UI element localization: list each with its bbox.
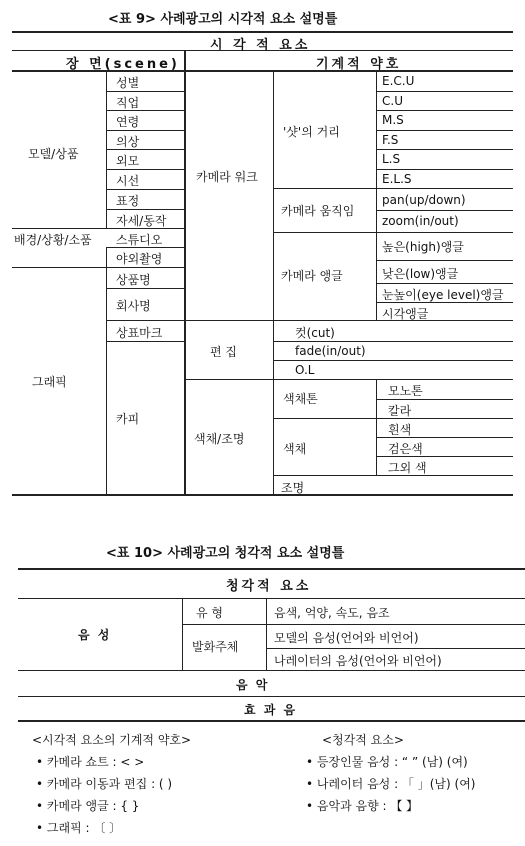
- lighting-label: 조명: [281, 481, 305, 495]
- legend-visual-item: • 카메라 쇼트 : < >: [36, 755, 145, 769]
- shot-value: E.L.S: [382, 172, 412, 186]
- table9-caption: <표 9> 사례광고의 시각적 요소 설명틀: [108, 12, 338, 27]
- item-job: 직업: [116, 96, 140, 110]
- color-value: 검은색: [388, 442, 423, 456]
- shot-distance-label: '샷'의 거리: [283, 125, 340, 139]
- color-value: 흰색: [388, 423, 412, 437]
- shot-value: L.S: [382, 152, 401, 166]
- color-tone-label: 색채톤: [283, 392, 318, 406]
- camera-angle-label: 카메라 앵글: [281, 269, 343, 283]
- legend-visual-item: • 카메라 이동과 편집 : ( ): [36, 777, 173, 791]
- edit-label: 편 집: [210, 345, 237, 359]
- speaker-label: 발화주체: [192, 640, 239, 654]
- legend-audio-title: <청각적 요소>: [322, 733, 404, 747]
- item-outdoor: 야외촬영: [116, 252, 163, 266]
- shot-value: C.U: [382, 94, 403, 108]
- legend-visual-title: <시각적 요소의 기계적 약호>: [32, 733, 192, 747]
- legend-visual-item: • 그래픽 : 〔 〕: [36, 821, 122, 835]
- legend-audio-item: • 나레이터 음성 : 「 」(남) (여): [306, 777, 476, 791]
- angle-value: 시각앵글: [382, 307, 429, 321]
- shot-value: E.C.U: [382, 74, 415, 88]
- tone-value: 칼라: [388, 404, 412, 418]
- speaker-model: 모델의 음성(언어와 비언어): [274, 631, 419, 645]
- item-company-name: 회사명: [116, 299, 151, 313]
- type-value: 음색, 억양, 속도, 음조: [274, 606, 390, 620]
- item-posture: 자세/동작: [116, 214, 167, 228]
- speaker-narrator: 나레이터의 음성(언어와 비언어): [274, 654, 442, 668]
- effect-label: 효 과 음: [244, 703, 298, 717]
- legend-audio-item: • 등장인물 음성 : “ ” (남) (여): [306, 755, 468, 769]
- edit-value: 컷(cut): [295, 326, 335, 340]
- item-age: 연령: [116, 115, 140, 129]
- camera-work-label: 카메라 워크: [196, 170, 258, 184]
- table10-caption: <표 10> 사례광고의 청각적 요소 설명틀: [106, 546, 345, 561]
- legend-audio-item: • 음악과 음향 : 【 】: [306, 799, 419, 813]
- angle-value: 높은(high)앵글: [382, 240, 464, 254]
- type-label: 유 형: [196, 606, 223, 620]
- scene-header: 장 면(scene): [66, 57, 180, 72]
- group-background: 배경/상황/소품: [14, 233, 92, 247]
- edit-value: O.L: [295, 363, 315, 377]
- voice-label: 음 성: [78, 628, 112, 642]
- angle-value: 낮은(low)앵글: [382, 267, 459, 281]
- angle-value: 눈높이(eye level)앵글: [382, 288, 504, 302]
- mechanical-code-header: 기계적 약호: [316, 57, 402, 72]
- item-gender: 성별: [116, 76, 140, 90]
- shot-value: F.S: [382, 133, 399, 147]
- move-value: zoom(in/out): [382, 214, 459, 228]
- color-label: 색채: [283, 442, 307, 456]
- color-value: 그외 색: [388, 461, 427, 475]
- table10-header: 청각적 요소: [226, 579, 312, 594]
- item-appearance: 외모: [116, 154, 140, 168]
- item-expression: 표정: [116, 194, 140, 208]
- item-trademark: 상표마크: [116, 326, 163, 340]
- item-product-name: 상품명: [116, 273, 151, 287]
- tone-value: 모노톤: [388, 384, 423, 398]
- legend-visual-item: • 카메라 앵글 : { }: [36, 799, 140, 813]
- edit-value: fade(in/out): [295, 344, 366, 358]
- move-value: pan(up/down): [382, 193, 466, 207]
- group-model: 모델/상품: [28, 147, 79, 161]
- camera-move-label: 카메라 움직임: [281, 204, 355, 218]
- item-studio: 스튜디오: [116, 233, 163, 247]
- shot-value: M.S: [382, 113, 404, 127]
- item-costume: 의상: [116, 135, 140, 149]
- group-graphic: 그래픽: [32, 375, 67, 389]
- music-label: 음 악: [236, 678, 270, 692]
- table9-header: 시 각 적 요소: [210, 38, 311, 53]
- color-light-label: 색채/조명: [194, 432, 245, 446]
- item-copy: 카피: [116, 412, 140, 426]
- item-gaze: 시선: [116, 174, 140, 188]
